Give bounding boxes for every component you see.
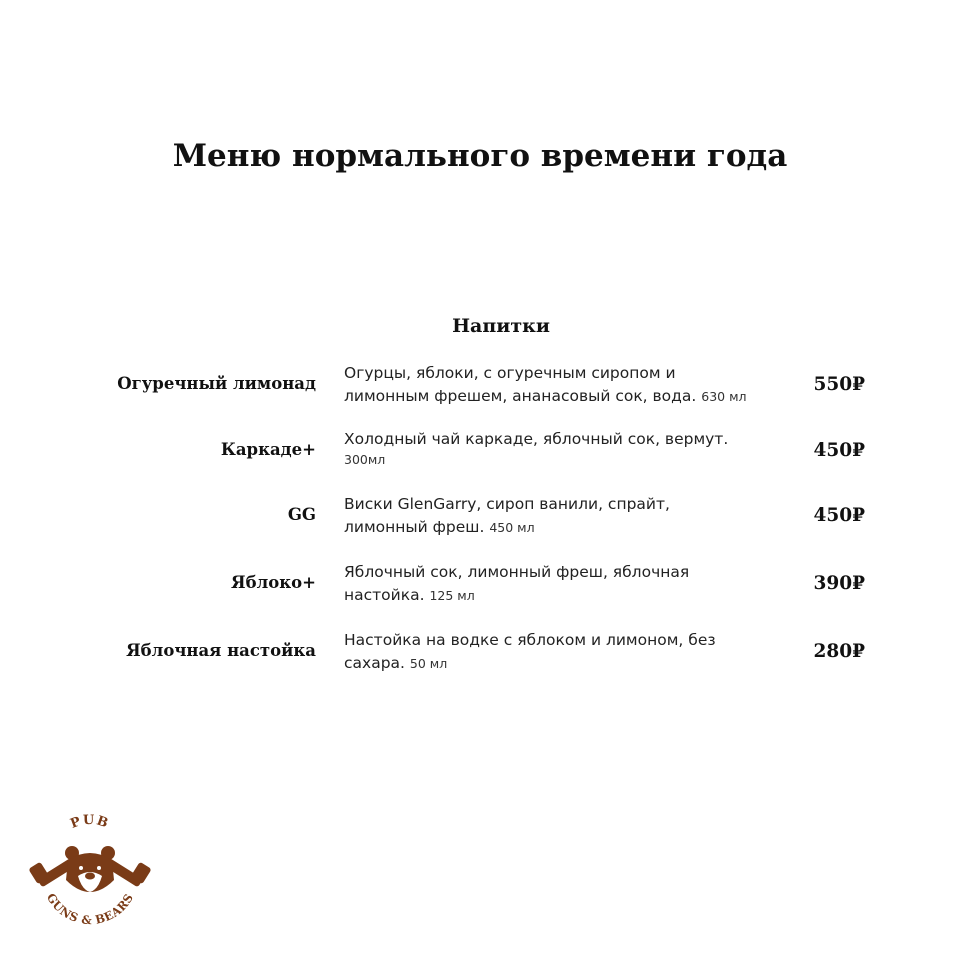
menu-item <box>0 428 960 478</box>
item-description-line: Виски GlenGarry, сироп ванили, спрайт, <box>344 495 670 513</box>
item-description <box>344 629 784 675</box>
item-description-text: сахара. <box>344 654 405 672</box>
item-description-text: лимонный фреш. <box>344 518 485 536</box>
item-name: Яблоко+ <box>231 573 316 592</box>
svg-text:PUB: PUB <box>68 812 112 832</box>
item-description-line <box>344 385 784 408</box>
item-name: Яблочная настойка <box>126 641 316 660</box>
item-volume: 450 мл <box>489 520 535 535</box>
item-price: 450₽ <box>813 505 865 526</box>
item-price: 450₽ <box>813 440 865 461</box>
menu-item <box>0 362 960 412</box>
section-title: Напитки <box>452 315 550 337</box>
item-description-line <box>344 652 784 675</box>
item-description-line: Настойка на водке с яблоком и лимоном, без <box>344 631 716 649</box>
item-description-line: Холодный чай каркаде, яблочный сок, вермут. <box>344 430 729 448</box>
item-name: Огуречный лимонад <box>117 374 316 393</box>
item-price: 390₽ <box>813 573 865 594</box>
item-description <box>344 493 784 539</box>
item-name: GG <box>287 505 316 524</box>
item-volume: 50 мл <box>409 656 448 671</box>
menu-item <box>0 561 960 611</box>
item-volume: 630 мл <box>701 389 747 404</box>
item-description-text: лимонным фрешем, ананасовый сок, вода. <box>344 387 697 405</box>
item-description-line <box>344 584 784 607</box>
menu-item <box>0 629 960 679</box>
item-volume: 125 мл <box>429 588 475 603</box>
menu-item <box>0 493 960 543</box>
item-volume: 300мл <box>344 452 386 467</box>
item-description-text: настойка. <box>344 586 425 604</box>
item-description <box>344 561 784 607</box>
page-title: Меню нормального времени года <box>172 138 788 174</box>
item-name: Каркаде+ <box>220 440 316 459</box>
item-description <box>344 428 784 471</box>
item-description-line <box>344 448 784 471</box>
item-description-line <box>344 516 784 539</box>
svg-text:GUNS & BEARS: GUNS & BEARS <box>43 890 137 928</box>
pub-logo <box>28 810 152 934</box>
item-price: 550₽ <box>813 374 865 395</box>
item-price: 280₽ <box>813 641 865 662</box>
item-description-line: Яблочный сок, лимонный фреш, яблочная <box>344 563 690 581</box>
item-description-line: Огурцы, яблоки, с огуречным сиропом и <box>344 364 676 382</box>
item-description <box>344 362 784 408</box>
